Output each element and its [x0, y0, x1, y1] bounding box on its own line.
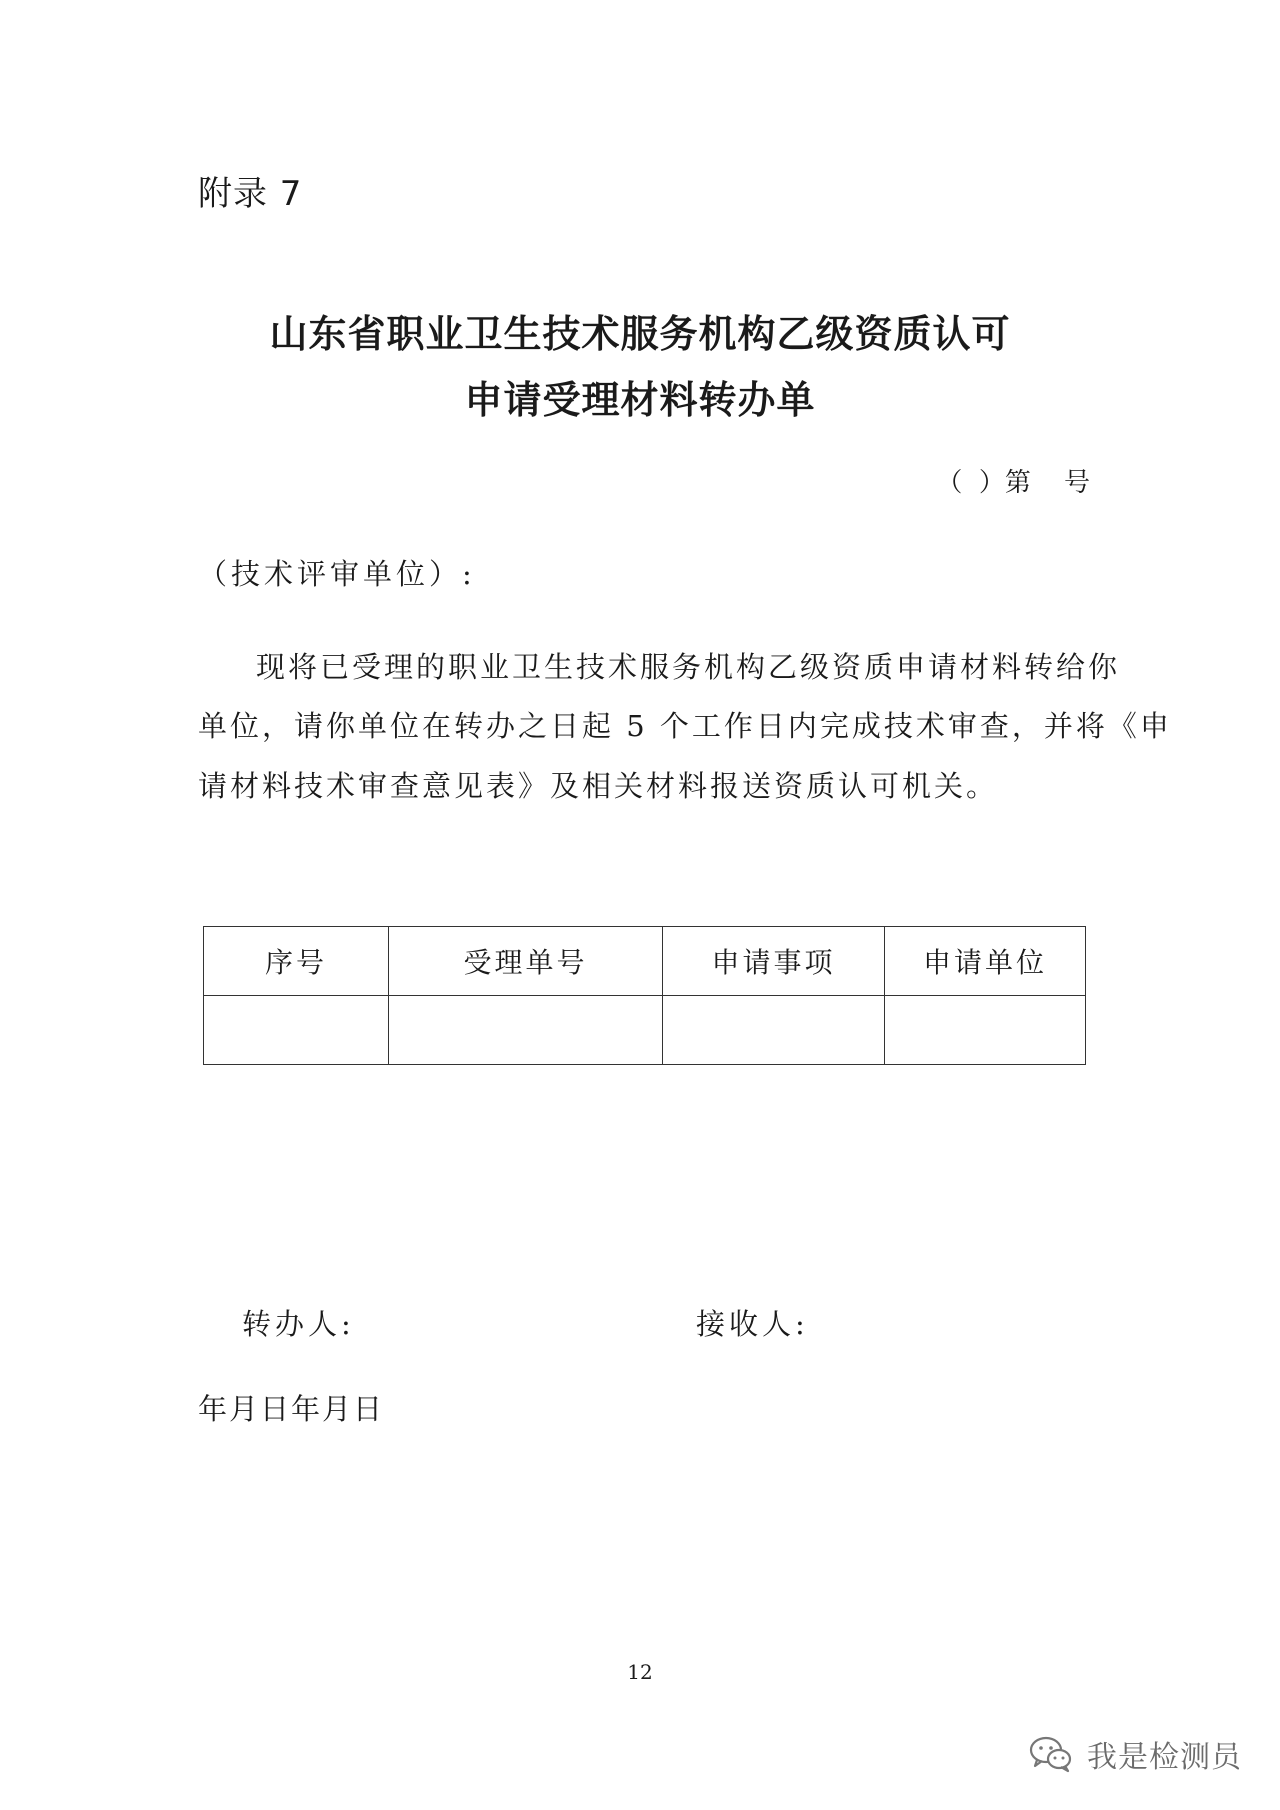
- table-cell: [204, 996, 389, 1065]
- document-title-line-1: 山东省职业卫生技术服务机构乙级资质认可: [269, 312, 1011, 356]
- table-cell: [885, 996, 1086, 1065]
- table-row: [204, 996, 1086, 1065]
- table-cell: [389, 996, 663, 1065]
- body-paragraph-line-2: 单位，请你单位在转办之日起 5 个工作日内完成技术审查，并将《申: [198, 709, 1172, 743]
- page-number: 12: [627, 1660, 653, 1684]
- table-cell: [663, 996, 885, 1065]
- transfer-person-label: 转办人:: [242, 1307, 355, 1341]
- document-number: （ ）第 号: [936, 468, 1090, 498]
- watermark: [1027, 1732, 1242, 1776]
- header-applicant-unit: 申请单位: [885, 927, 1086, 996]
- document-title-line-2: 申请受理材料转办单: [464, 378, 816, 422]
- appendix-label: 附录 7: [198, 174, 303, 214]
- watermark-text: 我是检测员: [1087, 1740, 1242, 1775]
- wechat-icon: [1027, 1734, 1075, 1774]
- recipient-line: （技术评审单位）:: [198, 557, 476, 591]
- header-application-item: 申请事项: [663, 927, 885, 996]
- body-paragraph-line-1: 现将已受理的职业卫生技术服务机构乙级资质申请材料转给你: [256, 650, 1121, 684]
- body-paragraph-line-3: 请材料技术审查意见表》及相关材料报送资质认可机关。: [198, 769, 999, 803]
- header-serial-number: 序号: [204, 927, 389, 996]
- header-acceptance-number: 受理单号: [389, 927, 663, 996]
- table-header-row: [204, 927, 1086, 996]
- date-line: 年月日年月日: [198, 1392, 385, 1426]
- materials-table: [203, 926, 1086, 1065]
- receiver-label: 接收人:: [696, 1307, 809, 1341]
